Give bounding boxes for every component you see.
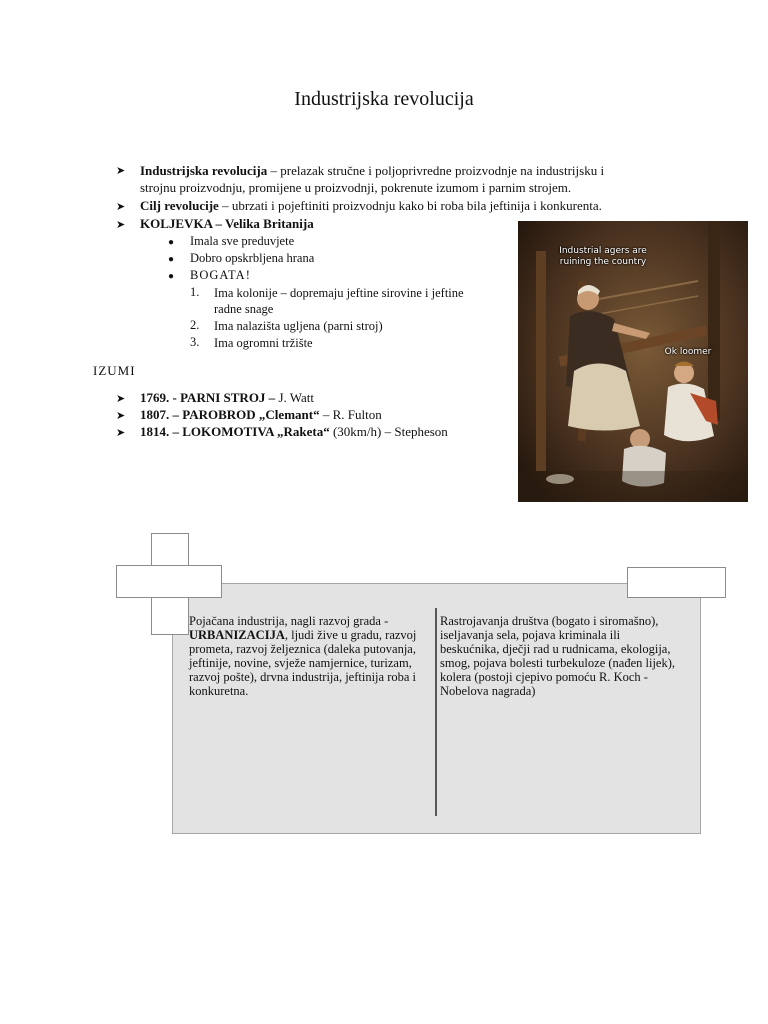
page-title: Industrijska revolucija (294, 88, 474, 110)
list-number: 1. (190, 285, 200, 299)
inventor: J. Watt (275, 390, 314, 405)
text-span: Pojačana industrija, nagli razvoj grada - (189, 614, 389, 628)
list-item: Ima nalazišta ugljena (parni stroj) (214, 319, 383, 333)
list-number: 2. (190, 318, 200, 332)
list-item: BOGATA! (190, 268, 251, 282)
invention-item (140, 423, 448, 440)
positive-effects-text (189, 614, 429, 698)
term: KOLJEVKA – Velika Britanija (140, 216, 314, 231)
arrow-bullet-icon: ➤ (116, 410, 126, 422)
invention-name: 1814. – LOKOMOTIVA „Raketa“ (140, 424, 330, 439)
list-item-continuation: radne snage (214, 302, 274, 316)
invention-name: 1807. – PAROBROD „Clemant“ (140, 407, 320, 422)
list-item: Imala sve preduvjete (190, 234, 295, 248)
arrow-bullet-icon: ➤ (116, 219, 126, 231)
text-span: , ljudi žive u gradu, razvoj prometa, razvoj željeznica (daleka putovanja, jeftinije, novine, svježe namjernice, turizam, razvoj pošte), drvna industrija, jeftinija roba i konkuretna. (189, 628, 417, 698)
intro-item (140, 162, 604, 179)
meme-caption-right: Ok loomer (664, 347, 712, 357)
meme-painting-image (518, 221, 748, 502)
column-divider (435, 608, 437, 816)
dot-bullet-icon: ● (168, 254, 175, 265)
section-heading: IZUMI (93, 363, 136, 378)
meme-caption-top: Industrial agers are ruining the country (559, 246, 647, 267)
list-item: Ima kolonije – dopremaju jeftine sirovine i jeftine (214, 286, 464, 300)
arrow-bullet-icon: ➤ (116, 393, 126, 405)
definition: – ubrzati i pojeftiniti proizvodnju kako bi roba bila jeftinija i konkurenta. (218, 198, 602, 213)
plus-shape-center (152, 566, 188, 597)
term: Cilj revolucije (140, 198, 219, 213)
term: Industrijska revolucija (140, 163, 268, 178)
intro-item (140, 197, 602, 214)
arrow-bullet-icon: ➤ (116, 427, 126, 439)
inventor: (30km/h) – Stepheson (329, 424, 448, 439)
invention-item (140, 389, 314, 406)
invention-item (140, 406, 382, 423)
intro-item (140, 215, 314, 232)
dot-bullet-icon: ● (168, 271, 175, 282)
definition: – prelazak stručne i poljoprivredne proizvodnje na industrijsku i (267, 163, 605, 178)
negative-effects-text: Rastrojavanja društva (bogato i siromašno), iseljavanja sela, pojava kriminala ili beskućnika, dječji rad u rudnicama, ekologija, smog, pojava bolesti turbekuloze (nađen lijek), kolera (postoji cjepivo pomoću R. Koch - Nobelova nagrada) (440, 614, 676, 698)
list-item: Dobro opskrbljena hrana (190, 251, 315, 265)
invention-name: 1769. - PARNI STROJ – (140, 390, 276, 405)
intro-item-continuation: strojnu proizvodnju, promijene u proizvodnji, pokrenute izumom i parnim strojem. (140, 180, 572, 195)
arrow-bullet-icon: ➤ (116, 201, 126, 213)
list-number: 3. (190, 335, 200, 349)
keyword: URBANIZACIJA (189, 628, 285, 642)
minus-shape (627, 567, 726, 598)
list-item: Ima ogromni tržište (214, 336, 313, 350)
inventor: – R. Fulton (319, 407, 382, 422)
arrow-bullet-icon: ➤ (116, 165, 126, 177)
dot-bullet-icon: ● (168, 237, 175, 248)
